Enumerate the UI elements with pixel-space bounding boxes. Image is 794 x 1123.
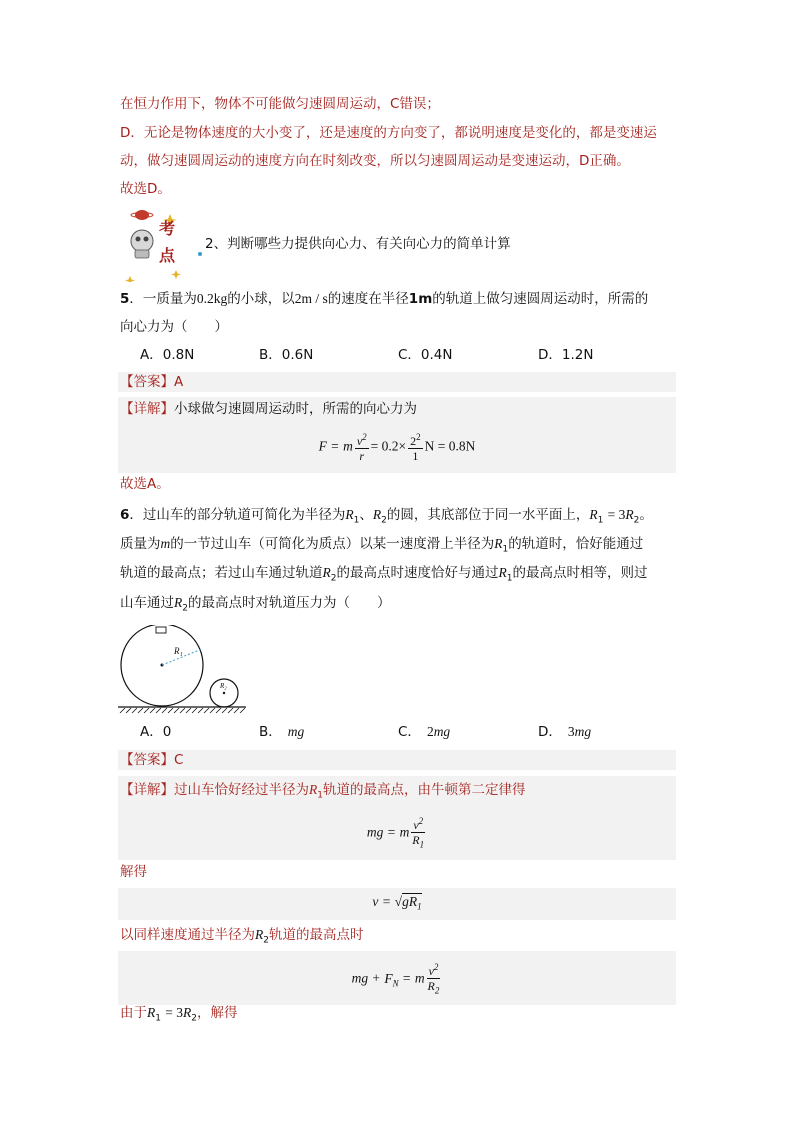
r2-label: R₂ xyxy=(220,682,227,690)
q5-detail-text: 小球做匀速圆周运动时，所需的向心力为 xyxy=(174,401,417,417)
q6-answer-box xyxy=(118,750,676,770)
q5-stem-line-1: 5．一质量为0.2kg的小球，以2m / s的速度在半径1m的轨道上做匀速圆周运动时，所需的 xyxy=(120,291,649,307)
q5-option-a[interactable]: A．0.8N xyxy=(140,347,195,363)
q6-option-a[interactable]: A．0 xyxy=(140,724,172,740)
q6-stem-line-2: 质量为m的一节过山车（可简化为质点）以某一速度滑上半径为$R_1$的轨道时，恰好能通过 xyxy=(120,536,644,555)
q5-answer: 【答案】A xyxy=(120,374,184,390)
q5-option-c[interactable]: C．0.4N xyxy=(398,347,453,363)
kaodian-title: 2、判断哪些力提供向心力、有关向心力的简单计算 xyxy=(205,236,511,252)
r1-label: R₁ xyxy=(174,646,183,656)
prev-line-4: 故选D。 xyxy=(120,181,171,197)
q6-formula-1: mg = m $\frac{v^2}{R_1}$ xyxy=(366,816,425,850)
q5-detail xyxy=(120,399,417,419)
q6-stem-line-1: 6．过山车的部分轨道可简化为半径为$R_1$、$R_2$的圆，其底部位于同一水平面上，$R_1 = 3R_2$。 xyxy=(120,507,653,526)
q6-detail-label: 【详解】 xyxy=(120,782,174,798)
q6-last-line: 由于$R_1 = 3R_2$，解得 xyxy=(120,1005,238,1024)
kaodian-char-1: 考 xyxy=(159,219,176,238)
q5-conclusion: 故选A。 xyxy=(120,476,170,492)
q6-formula-3: mg + $F_N = m$ $\frac{v^2}{R_2}$ xyxy=(351,962,440,996)
q5-formula: F = m $\frac{v^2}{r}$ = 0.2× $\frac{2^2}{1}$ N = 0.8N xyxy=(318,432,476,463)
q5-answer-box xyxy=(118,372,676,392)
q6-stem-line-4: 山车通过$R_2$的最高点时对轨道压力为（ ） xyxy=(120,595,391,614)
q6-jiede: 解得 xyxy=(120,864,147,880)
q5-stem-line-2: 向心力为（ ） xyxy=(120,319,228,335)
q6-figure xyxy=(118,625,248,717)
q5-option-b[interactable]: B．0.6N xyxy=(259,347,314,363)
q6-detail: 【详解】过山车恰好经过半径为$R_1$轨道的最高点，由牛顿第二定律得 xyxy=(120,782,526,801)
prev-line-2: D．无论是物体速度的大小变了，还是速度的方向变了，都说明速度是变化的，都是变速运 xyxy=(120,125,657,141)
q6-option-c[interactable]: C． 2mg xyxy=(398,724,451,740)
prev-line-3: 动，做匀速圆周运动的速度方向在时刻改变，所以匀速圆周运动是变速运动，D正确。 xyxy=(120,153,630,169)
roller-coaster-diagram xyxy=(118,625,248,717)
q6-option-d[interactable]: D． 3mg xyxy=(538,724,592,740)
q5-detail-label: 【详解】 xyxy=(120,401,174,417)
prev-line-1: 在恒力作用下，物体不可能做匀速圆周运动，C错误； xyxy=(120,96,440,112)
kaodian-char-2: 点 xyxy=(159,246,176,265)
q6-formula-2: $v = √gR_1$ xyxy=(372,894,422,912)
q6-stem-line-3: 轨道的最高点；若过山车通过轨道$R_2$的最高点时速度恰好与通过$R_1$的最高点时相等，则过 xyxy=(120,565,648,584)
q6-same-speed: 以同样速度通过半径为$R_2$轨道的最高点时 xyxy=(120,927,364,946)
q5-option-d[interactable]: D．1.2N xyxy=(538,347,594,363)
q6-answer: 【答案】C xyxy=(120,752,184,768)
q6-option-b[interactable]: B． mg xyxy=(259,724,305,740)
